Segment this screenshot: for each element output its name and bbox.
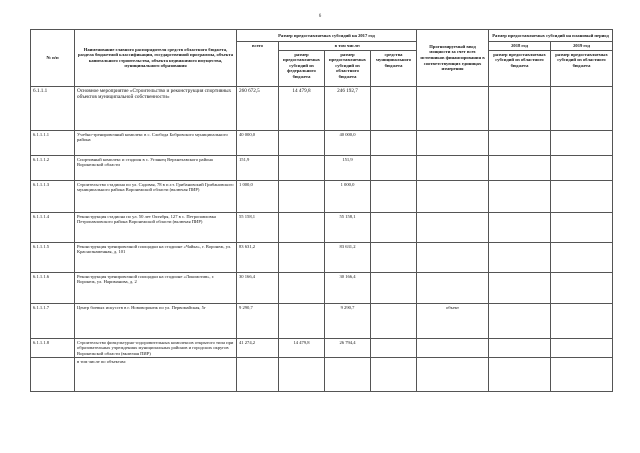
row-forecast [417,338,489,358]
row-regional: 30 166,4 [325,272,371,303]
row-federal [279,180,325,212]
header-federal: размер предоставляемых субсидий из федерального бюджета [279,50,325,86]
row-2019 [551,86,613,130]
row-2019 [551,338,613,358]
row-2018 [489,303,551,338]
row-2019 [551,212,613,242]
row-municipal [371,242,417,272]
row-forecast [417,86,489,130]
row-num: 6.1.1.1.5 [31,242,75,272]
row-federal [279,272,325,303]
row-regional: 83 631,2 [325,242,371,272]
row-num: 6.1.1.1.1 [31,130,75,155]
row-2019 [551,303,613,338]
table-row [31,212,613,242]
header-forecast: Прогнозируемый ввод мощности за счет всех источников финансирования в соответствующих единицах измерения [417,30,489,87]
header-regional: размер предоставляемых субсидий из областного бюджета [325,50,371,86]
row-federal [279,303,325,338]
row-num: 6.1.1.1.3 [31,180,75,212]
header-2018-desc: размер предоставляемых субсидий из областного бюджета [489,50,551,86]
row-2018 [489,86,551,130]
header-2019: 2019 год [551,42,613,51]
row-forecast [417,358,489,392]
row-2018 [489,242,551,272]
row-total: 260 672,5 [237,86,279,130]
row-federal: 14 479,8 [279,86,325,130]
row-num: 6.1.1.1.4 [31,212,75,242]
header-total: всего [237,42,279,87]
row-federal [279,212,325,242]
row-total: 41 274,2 [237,338,279,358]
row-municipal [371,86,417,130]
row-total: 40 000,0 [237,130,279,155]
row-federal: 14 479,8 [279,338,325,358]
row-forecast [417,130,489,155]
row-total: 30 166,4 [237,272,279,303]
row-2018 [489,272,551,303]
row-regional: 151,9 [325,155,371,180]
table-row [31,303,613,338]
row-regional: 1 000,0 [325,180,371,212]
row-total: 55 158,1 [237,212,279,242]
header-2018: 2018 год [489,42,551,51]
row-total: 9 290,7 [237,303,279,338]
row-name: Реконструкция тренировочной площадки на стадионе «Чайка», г. Воронеж, ул. Краснознаменная, д. 101 [75,242,237,272]
row-forecast [417,212,489,242]
row-municipal [371,338,417,358]
table-row [31,338,613,358]
row-municipal [371,358,417,392]
row-2018 [489,212,551,242]
table-row [31,155,613,180]
row-regional: 9 290,7 [325,303,371,338]
row-municipal [371,212,417,242]
row-name: Центр боевых искусств в г. Нововоронеж по ул. Первомайская, 5г [75,303,237,338]
row-num: 6.1.1.1.8 [31,338,75,358]
table-row [31,358,613,392]
row-forecast: объект [417,303,489,338]
header-municipal: средства муниципального бюджета [371,50,417,86]
row-2018 [489,180,551,212]
row-name: Основное мероприятие «Строительство и реконструкция спортивных объектов муниципальной собственности» [75,86,237,130]
row-federal [279,155,325,180]
row-name: Реконструкция стадиона по ул. 50 лет Октября, 127 в с. Петропавловка Петропавловского района Воронежской области (включая ПИР) [75,212,237,242]
row-forecast [417,155,489,180]
table-row [31,86,613,130]
row-regional: 26 794,4 [325,338,371,358]
header-name: Наименование главного распорядителя средств областного бюджета, раздела бюджетной классификации, государственной программы, объекта капитального строительства, объекта недвижимого имущества, муниципального образования [75,30,237,87]
row-num: 6.1.1.1 [31,86,75,130]
row-federal [279,358,325,392]
row-2019 [551,242,613,272]
row-federal [279,242,325,272]
row-2019 [551,155,613,180]
row-2018 [489,155,551,180]
row-municipal [371,130,417,155]
row-total: 151,9 [237,155,279,180]
row-num: 6.1.1.1.7 [31,303,75,338]
row-2018 [489,130,551,155]
page-number: 6 [318,14,322,19]
header-2019-desc: размер предоставляемых субсидий из областного бюджета [551,50,613,86]
row-name: Строительство физкультурно-оздоровительных комплексов открытого типа при образовательных учреждениях муниципальных районов и городских округов Воронежской области (включая ПИР) [75,338,237,358]
header-planned-period: Размер предоставляемых субсидий на плановый период [489,30,613,42]
row-num [31,358,75,392]
row-total: 1 000,0 [237,180,279,212]
table-row [31,130,613,155]
row-forecast [417,180,489,212]
row-2019 [551,130,613,155]
header-including: в том числе: [279,42,417,51]
row-2019 [551,358,613,392]
row-name: Реконструкция тренировочной площадки на стадионе «Локомотив», г. Воронеж, ул. Нариманова, д. 2 [75,272,237,303]
row-municipal [371,180,417,212]
row-2018 [489,338,551,358]
table-row [31,272,613,303]
row-total [237,358,279,392]
subsidy-table [30,29,613,392]
row-municipal [371,272,417,303]
row-total: 83 631,2 [237,242,279,272]
table-row [31,180,613,212]
row-name: Учебно-тренировочный комплекс в с. Слобода Бобровского муниципального района [75,130,237,155]
row-num: 6.1.1.1.6 [31,272,75,303]
row-municipal [371,303,417,338]
row-regional: 55 158,1 [325,212,371,242]
row-2019 [551,180,613,212]
row-forecast [417,272,489,303]
row-2019 [551,272,613,303]
row-num: 6.1.1.1.2 [31,155,75,180]
row-regional [325,358,371,392]
row-2018 [489,358,551,392]
table-row [31,242,613,272]
row-name: Строительство стадиона по ул. Садовая, 78 в п.г.т. Грибановский Грибановского муниципального района Воронежской области (включая ПИР) [75,180,237,212]
row-municipal [371,155,417,180]
row-name: в том числе по объектам: [75,358,237,392]
row-forecast [417,242,489,272]
row-regional: 246 192,7 [325,86,371,130]
row-name: Спортивный комплекс и стадион в с. Углянец Верхнехавского района Воронежской области [75,155,237,180]
row-regional: 40 000,0 [325,130,371,155]
row-federal [279,130,325,155]
header-subsidy-2017: Размер предоставляемых субсидий на 2017 год [237,30,417,42]
header-num: № п/п [31,30,75,87]
